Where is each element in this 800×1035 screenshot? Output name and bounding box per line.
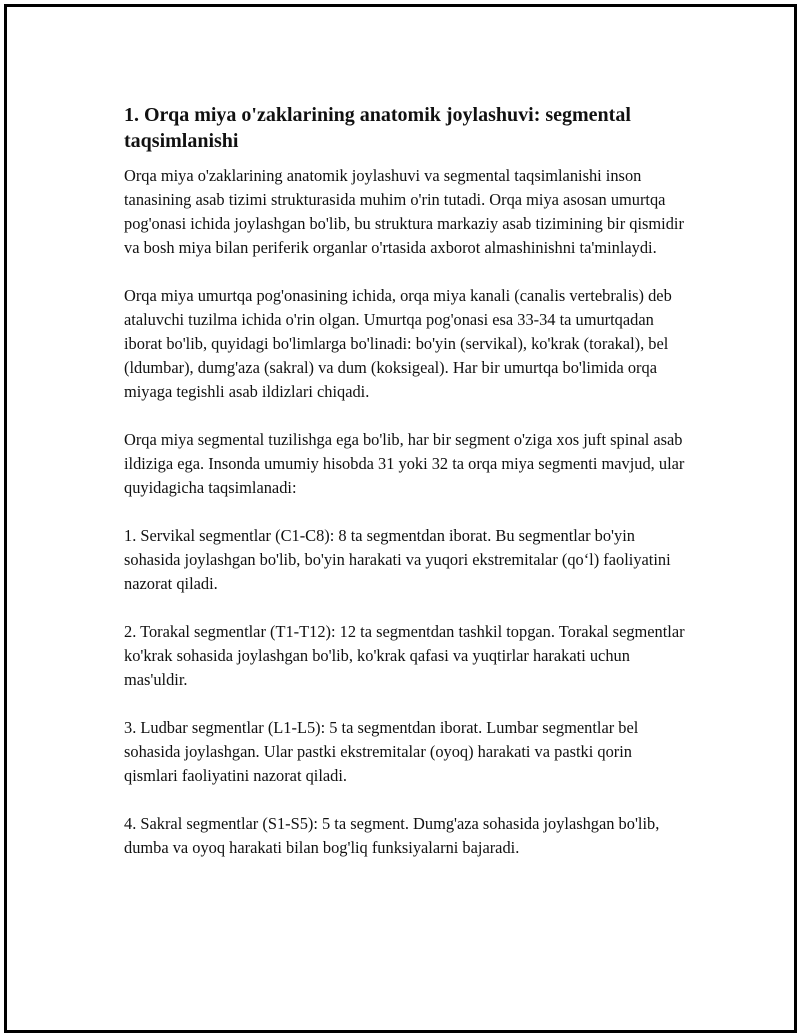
paragraph-intro: Orqa miya o'zaklarining anatomik joylashuvi va segmental taqsimlanishi inson tanasining asab tizimi strukturasida muhim o'rin tutadi. Orqa miya asosan umurtqa pog'onasi ichida joylashgan bo'lib, bu struktura markaziy asab tizimining bir qismidir va bosh miya bilan periferik organlar o'rtasida axborot almashinishni ta'minlaydi. (124, 166, 684, 257)
list-item-sacral: 4. Sakral segmentlar (S1-S5): 5 ta segment. Dumg'aza sohasida joylashgan bo'lib, dumba va oyoq harakati bilan bog'liq funksiyalarni bajaradi. (124, 814, 660, 857)
paragraph-location: Orqa miya umurtqa pog'onasining ichida, orqa miya kanali (canalis vertebralis) deb ataluvchi tuzilma ichida o'rin olgan. Umurtqa pog'onasi esa 33-34 ta umurtqadan iborat bo'lib, quyidagi bo'limlarga bo'linadi: bo'yin (servikal), ko'krak (torakal), bel (ldumbar), dumg'aza (sakral) va dum (koksigeal). Har bir umurtqa bo'limida orqa miyaga tegishli asab ildizlari chiqadi. (124, 286, 672, 401)
document-body (124, 102, 689, 884)
list-item-cervical: 1. Servikal segmentlar (C1-C8): 8 ta segmentdan iborat. Bu segmentlar bo'yin sohasida joylashgan bo'lib, bo'yin harakati va yuqori ekstremitalar (qo‘l) faoliyatini nazorat qiladi. (124, 526, 671, 593)
paragraph-segments: Orqa miya segmental tuzilishga ega bo'lib, har bir segment o'ziga xos juft spinal asab ildiziga ega. Insonda umumiy hisobda 31 yoki 32 ta orqa miya segmenti mavjud, ular quyidagicha taqsimlanadi: (124, 430, 685, 497)
page-frame (4, 4, 797, 1033)
list-item-thoracic: 2. Torakal segmentlar (T1-T12): 12 ta segmentdan tashkil topgan. Torakal segmentlar ko'krak sohasida joylashgan bo'lib, ko'krak qafasi va yuqtirlar harakati uchun mas'uldir. (124, 622, 685, 689)
section-heading: 1. Orqa miya o'zaklarining anatomik joylashuvi: segmental taqsimlanishi (124, 104, 631, 152)
list-item-lumbar: 3. Ludbar segmentlar (L1-L5): 5 ta segmentdan iborat. Lumbar segmentlar bel sohasida joylashgan. Ular pastki ekstremitalar (oyoq) harakati va pastki qorin qismlari faoliyatini nazorat qiladi. (124, 718, 639, 785)
